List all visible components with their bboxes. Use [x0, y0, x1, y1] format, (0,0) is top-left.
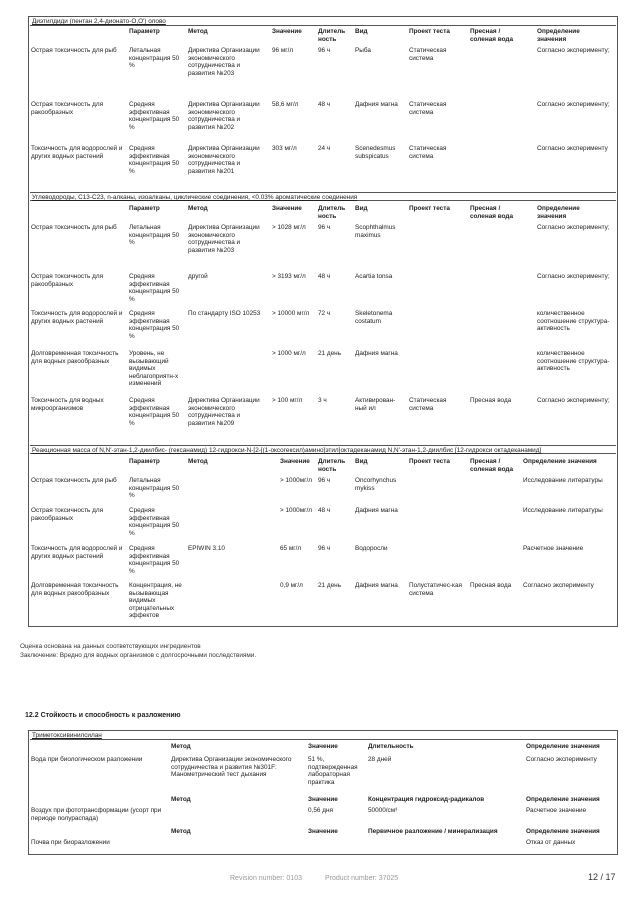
- cell-method: EPIWIN 3.10: [188, 545, 225, 552]
- cell-param: Средняя эффективная концентрация 50 %: [129, 397, 180, 427]
- cell-determination: количественное соотношение структура-активность: [537, 310, 610, 333]
- cell-endpoint: Острая токсичность для ракообразных: [31, 273, 104, 288]
- cell-species: Активирован-ный ил: [355, 397, 396, 412]
- cell-endpoint: Острая токсичность для рыб: [31, 477, 117, 484]
- cell-endpoint: Острая токсичность для рыб: [31, 47, 117, 54]
- endpoint: Воздух при фототрансформации (усорт при периоде полураспада): [31, 807, 162, 822]
- col-method: Метод: [171, 828, 191, 835]
- cell-determination: Расчетное значение: [523, 545, 584, 552]
- cell-species: Skeletonema costatum: [355, 310, 393, 325]
- table-header-row: [29, 27, 617, 45]
- product-number: Product number: 37025: [325, 875, 399, 882]
- ecotoxicity-table: [28, 16, 618, 627]
- cell-endpoint: Острая токсичность для рыб: [31, 224, 117, 231]
- cell-value: > 10000 мг/л: [272, 310, 310, 317]
- col-duration: Длитель ность: [318, 205, 346, 220]
- cell-determination: Согласно эксперименту;: [537, 397, 610, 404]
- cell-duration: 48 ч: [318, 273, 331, 280]
- cell-determination: Согласно эксперименту: [537, 145, 608, 152]
- cell-duration: 96 ч: [318, 545, 331, 552]
- cell-species: Oncorhynchus mykiss: [355, 477, 397, 492]
- substance-name: Углеводороды, C13-C23, n-алканы, изоалканы, циклические соединения, <0.03% ароматические соединения: [32, 194, 358, 201]
- col-value: Значение: [308, 743, 338, 750]
- cell-duration: 96 ч: [318, 477, 331, 484]
- cell-species: Acartia tonsa: [355, 273, 393, 280]
- cell-determination: Согласно эксперименту;: [537, 47, 610, 54]
- table-header-row: [29, 796, 617, 805]
- cell-determination: Согласно эксперименту: [523, 582, 594, 589]
- col-species: Вид: [355, 458, 368, 465]
- cell-species: Дафния магна: [355, 582, 398, 589]
- cell-value: 303 мг/л: [272, 145, 297, 152]
- endpoint: Почва при биоразложении: [31, 839, 110, 846]
- cell-value: > 1000мг/л: [280, 477, 312, 484]
- col-method: Метод: [171, 743, 191, 750]
- cell-determination: Исследование литературы: [523, 507, 603, 514]
- cell-duration: 96 ч: [318, 224, 331, 231]
- col-method: Метод: [188, 205, 208, 212]
- cell-determination: Согласно эксперименту;: [537, 273, 610, 280]
- col-species: Вид: [355, 205, 368, 212]
- cell-determination: Согласно эксперименту;: [537, 224, 610, 231]
- cell-param: Уровень, не вызывающий видимых неблагоприятн-х изменений: [129, 350, 179, 388]
- col-duration: Длитель ность: [318, 458, 346, 473]
- determination: Расчетное значение: [526, 807, 587, 814]
- cell-value: > 100 мг/л: [272, 397, 303, 404]
- cell-determination: Согласно эксперименту;: [537, 101, 610, 108]
- value: 0,56 дня: [308, 807, 333, 814]
- substance-band: [30, 731, 616, 740]
- cell-method: другой: [188, 273, 208, 280]
- cell-water: Пресная вода: [470, 582, 512, 589]
- substance-band: [30, 445, 616, 454]
- revision-number: Revision number: 0103: [230, 875, 302, 882]
- cell-method: Директива Организации экономического сотрудничества и развития №203: [188, 47, 260, 77]
- col-value: Значение: [308, 828, 338, 835]
- cell-duration: 24 ч: [318, 145, 331, 152]
- substance-name: Диэтилдиди (пентан 2,4-дионато-O,O') олово: [32, 18, 166, 25]
- col-duration: Концентрация гидроксид-радикалов: [368, 796, 485, 803]
- method: Директива Организации экономического сотрудничества и развития №301F: Манометрический тест дыхания: [171, 756, 292, 779]
- cell-param: Концентрация, не вызывающая видимых отрицательных эффектов: [129, 582, 182, 620]
- cell-duration: 72 ч: [318, 310, 331, 317]
- col-determination: Определение значения: [537, 28, 580, 43]
- cell-determination: количественное соотношение структура-активность: [537, 350, 610, 373]
- cell-water: Пресная вода: [470, 397, 512, 404]
- col-param: Параметр: [129, 28, 160, 35]
- cell-test: Статическая система: [409, 47, 447, 62]
- table-header-row: [29, 457, 617, 475]
- col-determination: Определение значения: [526, 828, 600, 835]
- col-method: Метод: [188, 28, 208, 35]
- cell-test: Полустатичес-кая система: [409, 582, 462, 597]
- col-value: Значение: [308, 796, 338, 803]
- cell-param: Средняя эффективная концентрация 50 %: [129, 545, 180, 575]
- cell-param: Летальная концентрация 50 %: [129, 47, 180, 70]
- cell-value: > 1000 мг/л: [272, 350, 306, 357]
- col-param: Параметр: [129, 458, 160, 465]
- cell-endpoint: Острая токсичность для ракообразных: [31, 101, 104, 116]
- cell-test: Статическая система: [409, 145, 447, 160]
- col-water: Пресная / соленая вода: [470, 28, 514, 43]
- cell-species: Дафния магна: [355, 507, 398, 514]
- cell-value: 96 мг/л: [272, 47, 294, 54]
- cell-duration: 96 ч: [318, 47, 331, 54]
- cell-value: > 3193 мг/л: [272, 273, 306, 280]
- substance-band: [30, 192, 616, 201]
- col-water: Пресная / соленая вода: [470, 458, 514, 473]
- col-species: Вид: [355, 28, 368, 35]
- cell-param: Средняя эффективная концентрация 50 %: [129, 310, 180, 340]
- cell-duration: 3 ч: [318, 397, 327, 404]
- determination: Отказ от данных: [526, 839, 576, 846]
- substance-name: Реакционная масса of N,N'-этан-1,2-диилбис- (гексанамид) 12-гидрокси-N-[2-[(1-оксогексил)амино]этил]октадеканамид N,N'-этан-1,2-диилбис [12-гидрокси октадеканамид]: [32, 447, 542, 454]
- value: 51 %, подтвержденная лабораторная практика: [308, 756, 358, 786]
- cell-method: Директива Организации экономического сотрудничества и развития №202: [188, 101, 260, 131]
- col-method: Метод: [188, 458, 208, 465]
- cell-value: > 1000мг/л: [280, 507, 312, 514]
- cell-species: Рыба: [355, 47, 371, 54]
- col-determination: Определение значения: [537, 205, 580, 220]
- table-header-row: [29, 743, 617, 752]
- substance-name: Триметоксивинилсилан: [32, 732, 102, 739]
- col-duration: Первичное разложение / минерализация: [368, 828, 498, 835]
- col-test: Проект теста: [409, 458, 450, 465]
- cell-value: 58,6 мг/л: [272, 101, 299, 108]
- col-value: Значение: [272, 205, 302, 212]
- cell-endpoint: Токсичность для водорослей и других водных растений: [31, 145, 123, 160]
- cell-param: Средняя эффективная концентрация 50 %: [129, 101, 180, 131]
- cell-value: > 1028 мг/л: [272, 224, 306, 231]
- cell-value: 65 мг/л: [280, 545, 302, 552]
- cell-param: Летальная концентрация 50 %: [129, 224, 180, 247]
- cell-duration: 21 день: [318, 582, 342, 589]
- col-water: Пресная / соленая вода: [470, 205, 514, 220]
- cell-value: 0,9 мг/л: [280, 582, 303, 589]
- degradation-table: [28, 730, 618, 855]
- cell-species: Дафния магна: [355, 101, 398, 108]
- cell-param: Средняя эффективная концентрация 50 %: [129, 273, 180, 303]
- cell-endpoint: Токсичность для водорослей и других водных растений: [31, 545, 123, 560]
- cell-endpoint: Долговременная токсичность для водных ракообразных: [31, 582, 119, 597]
- endpoint: Вода при биологическом разложении: [31, 756, 143, 763]
- col-param: Параметр: [129, 205, 160, 212]
- cell-species: Scenedesmus subspicatus: [355, 145, 396, 160]
- col-value: Значение: [280, 458, 310, 465]
- substance-band: [30, 17, 616, 26]
- cell-endpoint: Токсичность для водорослей и других водных растений: [31, 310, 123, 325]
- cell-duration: 21 день: [318, 350, 342, 357]
- col-test: Проект теста: [409, 28, 450, 35]
- page-number: 12 / 17: [588, 872, 616, 882]
- duration: 28 дней: [368, 756, 392, 763]
- cell-method: Директива Организации экономического сотрудничества и развития №203: [188, 224, 260, 254]
- col-duration: Длитель ность: [318, 28, 346, 43]
- cell-method: Директива Организации экономического сотрудничества и развития №209: [188, 397, 260, 427]
- cell-test: Статическая система: [409, 101, 447, 116]
- col-value: Значение: [272, 28, 302, 35]
- cell-determination: Исследование литературы: [523, 477, 603, 484]
- cell-endpoint: Долговременная токсичность для водных ракообразных: [31, 350, 119, 365]
- cell-endpoint: Токсичность для водных микроорганизмов: [31, 397, 104, 412]
- col-determination: Определение значения: [526, 796, 600, 803]
- cell-param: Летальная концентрация 50 %: [129, 477, 180, 500]
- assessment-note: Оценка основана на данных соответствующих ингредиентов: [20, 643, 201, 650]
- conclusion-note: Заключение: Вредно для водных организмов с долгосрочными последствиями.: [20, 652, 257, 659]
- col-determination: Определение значения: [526, 743, 600, 750]
- concentration: 50000/см³: [368, 807, 398, 814]
- cell-duration: 48 ч: [318, 507, 331, 514]
- col-method: Метод: [171, 796, 191, 803]
- cell-method: Директива Организации экономического сотрудничества и развития №201: [188, 145, 260, 175]
- col-test: Проект теста: [409, 205, 450, 212]
- cell-species: Водоросли: [355, 545, 388, 552]
- cell-method: По стандарту ISO 10253: [188, 310, 261, 317]
- col-duration: Длительность: [368, 743, 414, 750]
- cell-test: Статическая система: [409, 397, 447, 412]
- section-heading: 12.2 Стойкость и способность к разложению: [25, 712, 181, 719]
- cell-species: Scophthalmus maximus: [355, 224, 396, 239]
- determination: Согласно эксперименту: [526, 756, 597, 763]
- cell-duration: 48 ч: [318, 101, 331, 108]
- col-determination: Определение значения: [523, 458, 597, 465]
- cell-param: Средняя эффективная концентрация 50 %: [129, 145, 180, 175]
- table-header-row: [29, 828, 617, 837]
- cell-param: Средняя эффективная концентрация 50 %: [129, 507, 180, 537]
- cell-species: Дафния магна: [355, 350, 398, 357]
- cell-endpoint: Острая токсичность для ракообразных: [31, 507, 104, 522]
- table-header-row: [29, 204, 617, 222]
